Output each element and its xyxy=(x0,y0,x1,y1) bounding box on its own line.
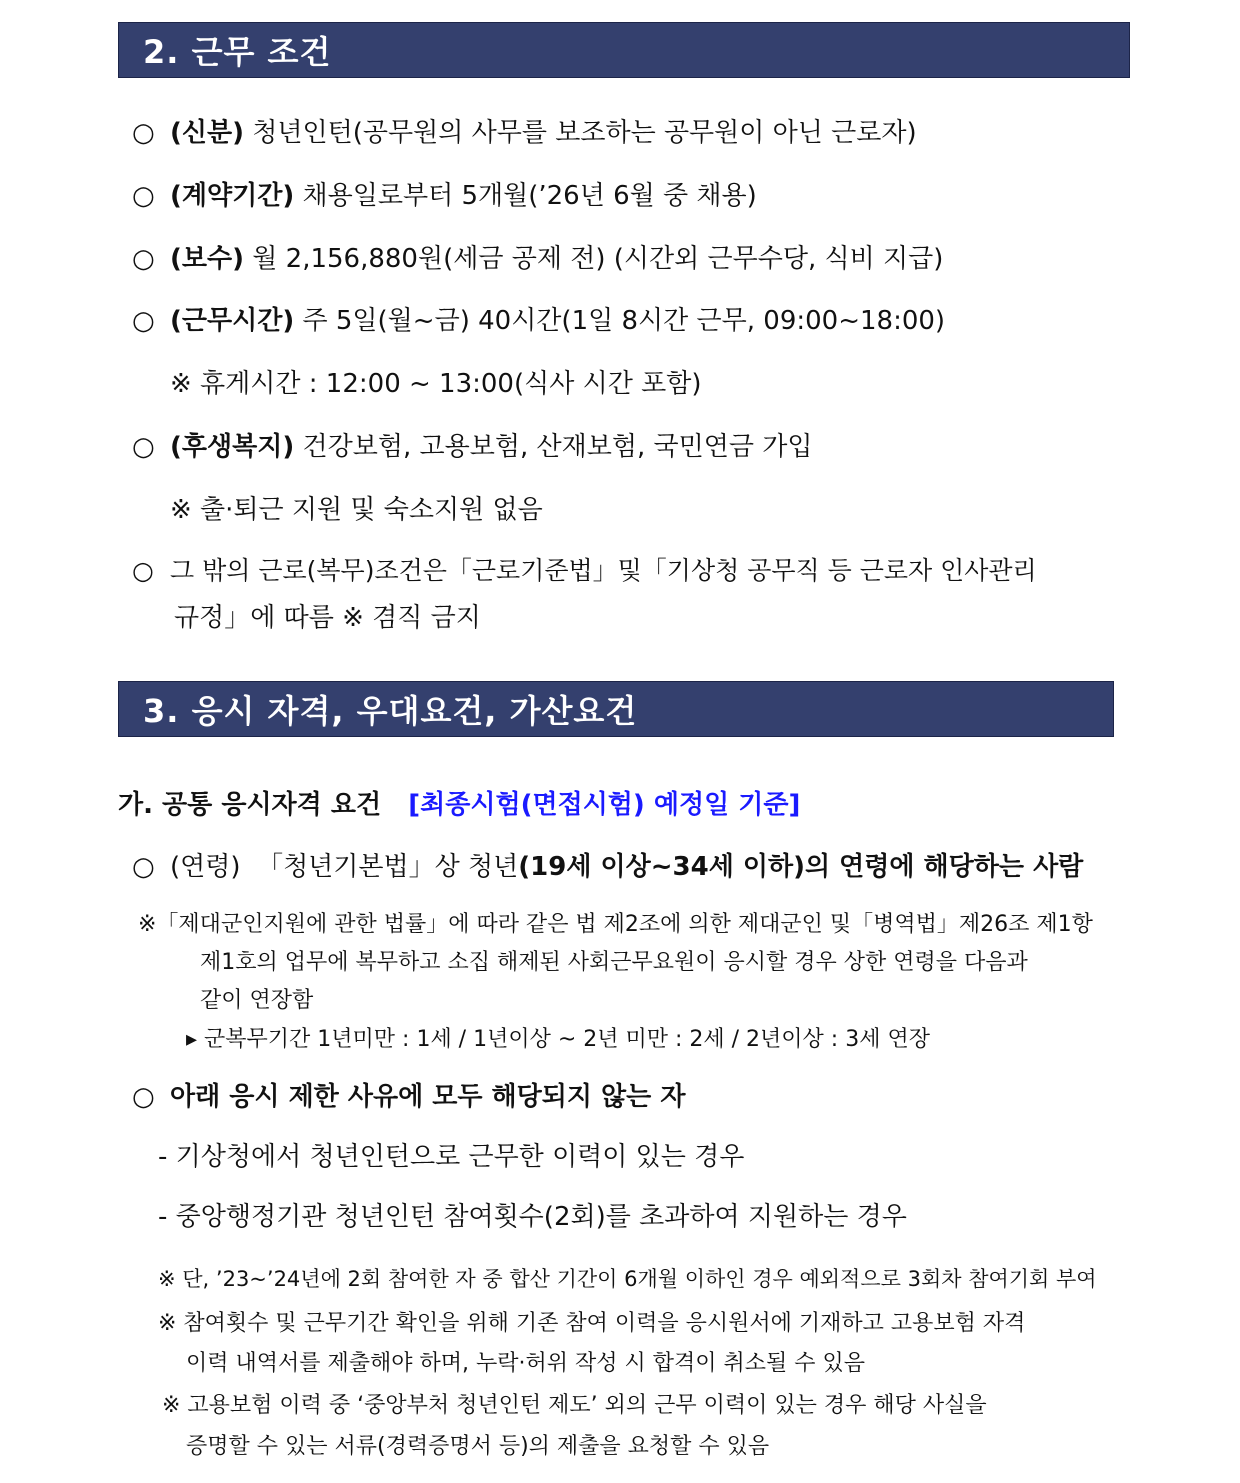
note-participation-line-1: ※ 참여횟수 및 근무기간 확인을 위해 기존 참여 이력을 응시원서에 기재하고 고용보험 자격 xyxy=(158,1311,1026,1336)
item-contract-period: ○ (계약기간) 채용일로부터 5개월(’26년 6월 중 채용) xyxy=(132,181,757,211)
item-status: ○ (신분) 청년인턴(공무원의 사무를 보조하는 공무원이 아닌 근로자) xyxy=(132,118,917,148)
item-other-conditions: ○ 그 밖의 근로(복무)조건은「근로기준법」및「기상청 공무직 등 근로자 인사관리 xyxy=(132,556,1037,585)
item-age: ○ (연령) 「청년기본법」상 청년(19세 이상~34세 이하)의 연령에 해당하는 사람 xyxy=(132,852,1084,882)
restriction-item-1: - 기상청에서 청년인턴으로 근무한 이력이 있는 경우 xyxy=(158,1142,745,1172)
note-insurance-line-1: ※ 고용보험 이력 중 ‘중앙부처 청년인턴 제도’ 외의 근무 이력이 있는 경우 해당 사실을 xyxy=(162,1393,987,1418)
note-exception: ※ 단, ’23~’24년에 2회 참여한 자 중 합산 기간이 6개월 이하인 경우 예외적으로 3회차 참여기회 부여 xyxy=(158,1267,1097,1291)
age-note-line-2: 제1호의 업무에 복무하고 소집 해제된 사회근무요원이 응시할 경우 상한 연령을 다음과 xyxy=(200,950,1028,975)
section-2-title: 2. 근무 조건 xyxy=(118,22,1130,78)
note-commute: ※ 출·퇴근 지원 및 숙소지원 없음 xyxy=(170,495,543,525)
note-insurance-line-2: 증명할 수 있는 서류(경력증명서 등)의 제출을 요청할 수 있음 xyxy=(186,1434,770,1459)
age-note-line-3: 같이 연장함 xyxy=(200,988,314,1013)
age-note-line-1: ※「제대군인지원에 관한 법률」에 따라 같은 법 제2조에 의한 제대군인 및「병역법」제26조 제1항 xyxy=(138,912,1093,937)
item-welfare: ○ (후생복지) 건강보험, 고용보험, 산재보험, 국민연금 가입 xyxy=(132,432,813,462)
section-3-title: 3. 응시 자격, 우대요건, 가산요건 xyxy=(118,681,1114,737)
restriction-item-2: - 중앙행정기관 청년인턴 참여횟수(2회)를 초과하여 지원하는 경우 xyxy=(158,1202,907,1232)
subheading-note: [최종시험(면접시험) 예정일 기준] xyxy=(408,790,801,820)
note-break-time: ※ 휴게시간 : 12:00 ~ 13:00(식사 시간 포함) xyxy=(170,369,702,399)
item-working-hours: ○ (근무시간) 주 5일(월~금) 40시간(1일 8시간 근무, 09:00~18:00) xyxy=(132,306,946,336)
subheading-common-qualifications: 가. 공통 응시자격 요건 [최종시험(면접시험) 예정일 기준] xyxy=(118,790,801,820)
item-other-conditions-cont: 규정」에 따름 ※ 겸직 금지 xyxy=(174,603,481,633)
note-participation-line-2: 이력 내역서를 제출해야 하며, 누락·허위 작성 시 합격이 취소될 수 있음 xyxy=(186,1351,865,1376)
item-pay: ○ (보수) 월 2,156,880원(세금 공제 전) (시간외 근무수당, 식비 지급) xyxy=(132,244,944,274)
age-note-extension: ▸ 군복무기간 1년미만 : 1세 / 1년이상 ~ 2년 미만 : 2세 / 2년이상 : 3세 연장 xyxy=(186,1027,930,1052)
item-restrictions: ○ 아래 응시 제한 사유에 모두 해당되지 않는 자 xyxy=(132,1082,686,1112)
